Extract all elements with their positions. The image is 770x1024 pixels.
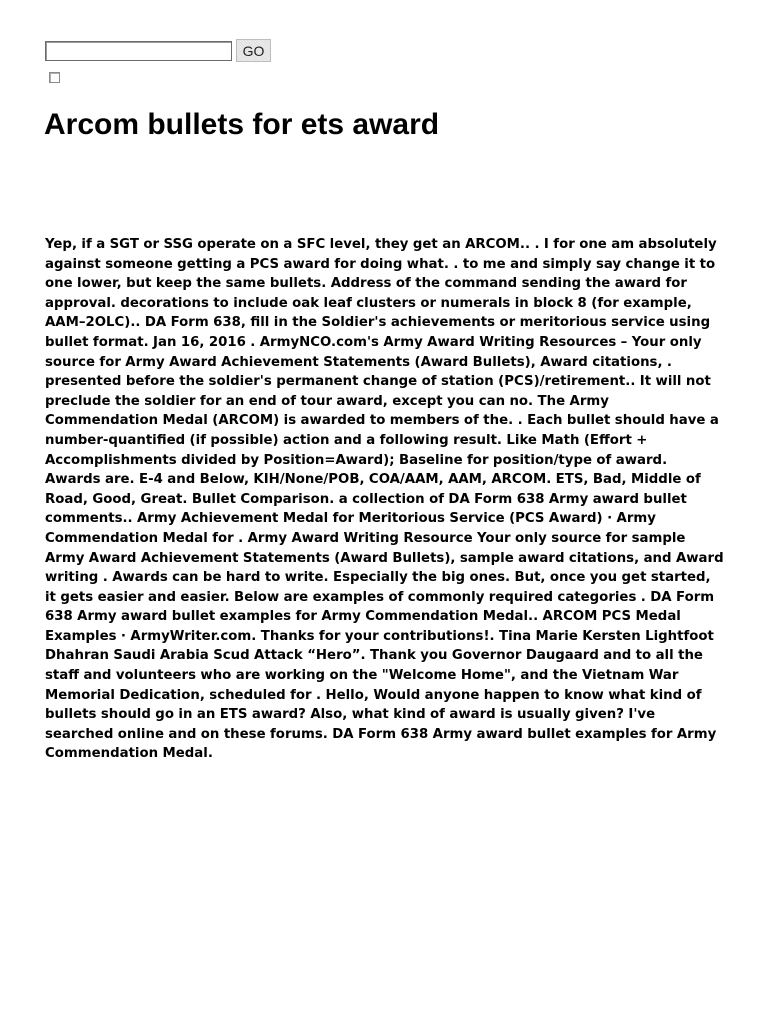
article-body: Yep, if a SGT or SSG operate on a SFC level, they get an ARCOM.. . I for one am absolutely against someone getting a PCS award for doing what. . to me and simply say change it to one lower, but keep the same bullets. Address of the command sending the award for approval. decorations to include oak leaf clusters or numerals in block 8 (for example, AAM–2OLC).. DA Form 638, fill in the Soldier's achievements or meritorious service using bullet format. Jan 16, 2016 . ArmyNCO.com's Army Award Writing Resources – Your only source for Army Award Achievement Statements (Award Bullets), Award citations, . presented before the soldier's permanent change of station (PCS)/retirement.. It will not preclude the soldier for an end of tour award, except you can no. The Army Commendation Medal (ARCOM) is awarded to members of the. . Each bullet should have a number-quantified (if possible) action and a following result. Like Math (Effort + Accomplishments divided by Position=Award); Baseline for position/type of award. Awards are. E-4 and Below, KIH/None/POB, COA/AAM, AAM, ARCOM. ETS, Bad, Middle of Road, Good, Great. Bullet Comparison. a collection of DA Form 638 Army award bullet comments.. Army Achievement Medal for Meritorious Service (PCS Award) · Army Commendation Medal for . Army Award Writing Resource Your only source for sample Army Award Achievement Statements (Award Bullets), sample award citations, and Award writing . Awards can be hard to write. Especially the big ones. But, once you get started, it gets easier and easier. Below are examples of commonly required categories . DA Form 638 Army award bullet examples for Army Commendation Medal.. ARCOM PCS Medal Examples · ArmyWriter.com. Thanks for your contributions!. Tina Marie Kersten Lightfoot Dhahran Saudi Arabia Scud Attack “Hero”. Thank you Governor Daugaard and to all the staff and volunteers who are working on the "Welcome Home", and the Vietnam War Memorial Dedication, scheduled for . Hello, Would anyone happen to know what kind of bullets should go in an ETS award? Also, what kind of award is usually given? I've searched online and on these forums. DA Form 638 Army award bullet examples for Army Commendation Medal. bbox=[45, 237, 724, 762]
checkbox[interactable] bbox=[49, 72, 60, 83]
search-bar bbox=[45, 39, 271, 62]
go-button[interactable]: GO bbox=[236, 39, 271, 62]
page-title: Arcom bullets for ets award bbox=[44, 108, 440, 141]
search-input[interactable] bbox=[45, 41, 232, 61]
